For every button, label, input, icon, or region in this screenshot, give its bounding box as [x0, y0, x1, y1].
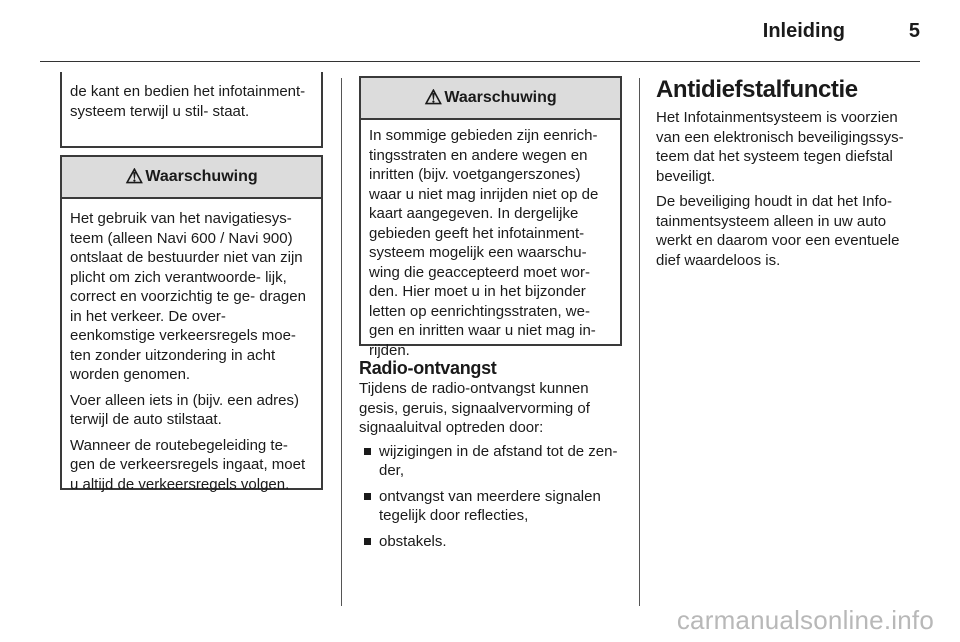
warning-box-one-way	[359, 76, 622, 359]
cause-list	[359, 442, 624, 552]
list-item: wijzigingen in de afstand tot de zen- der,	[359, 442, 624, 481]
chapter-title: Inleiding	[762, 20, 845, 42]
warning-box-navigation	[60, 155, 323, 493]
warning-body: In sommige gebieden zijn eenrich- tingsstraten en andere wegen en inritten (bijv. voetgangerszones) waar u niet mag inrijden niet op de kaart aangegeven. In dergelijke gebieden geeft het infotainment- systeem mogelijk een waarschu- wing die geaccepteerd moet wor- den. Hier moet u in het bijzonder letten op eenrichtingsstraten, we- gen en inritten waar u niet mag in- rijden.	[369, 127, 599, 359]
header-rule	[40, 61, 920, 62]
page-number: 5	[908, 20, 920, 42]
warning-triangle-icon: ⚠	[424, 87, 443, 109]
section-paragraph: Het Infotainmentsysteem is voorzien van een elektronisch beveiligingssys- teem dat het systeem tegen diefstal beveiligt.	[656, 109, 904, 185]
square-bullet-icon	[364, 538, 371, 545]
page-header	[0, 0, 960, 62]
warning-triangle-icon: ⚠	[125, 166, 144, 188]
warning-title: Waarschuwing	[145, 168, 258, 185]
watermark: carmanualsonline.info	[676, 605, 934, 635]
section-heading: Radio-ontvangst	[359, 358, 497, 378]
column-divider-2	[639, 78, 640, 606]
continued-note-box	[60, 72, 323, 148]
warning-body	[62, 199, 321, 506]
square-bullet-icon	[364, 448, 371, 455]
warning-paragraph: Voer alleen iets in (bijv. een adres) terwijl de auto stilstaat.	[70, 391, 300, 428]
warning-paragraph: Het gebruik van het navigatiesys- teem (alleen Navi 600 / Navi 900) ontslaat de bestuurder niet van zijn plicht om zich verantwoorde- lijk, correct en voorzichtig te ge- dragen in het verkeer. De over- eenkomstige verkeersregels moe- ten zonder uitzondering in acht worden genomen.	[70, 210, 306, 383]
radio-section	[359, 357, 624, 557]
continued-note-text: de kant en bedien het infotainment-systeem terwijl u stil- staat.	[70, 83, 306, 120]
warning-header	[62, 157, 321, 199]
column-divider-1	[341, 78, 342, 606]
warning-paragraph: Wanneer de routebegeleiding te- gen de verkeersregels ingaat, moet u altijd de verkeersregels volgen.	[70, 436, 306, 493]
warning-title: Waarschuwing	[444, 89, 557, 106]
section-intro: Tijdens de radio-ontvangst kunnen gesis, geruis, signaalvervorming of signaaluitval optreden door:	[359, 380, 590, 436]
square-bullet-icon	[364, 493, 371, 500]
list-item: ontvangst van meerdere signalen tegelijk door reflecties,	[359, 487, 624, 526]
section-heading: Antidiefstalfunctie	[656, 76, 858, 103]
warning-header	[361, 78, 620, 120]
list-item: obstakels.	[359, 532, 624, 552]
antitheft-section	[656, 76, 924, 276]
section-paragraph: De beveiliging houdt in dat het Info- tainmentsysteem alleen in uw auto werkt en daarom voor een eventuele dief waardeloos is.	[656, 193, 900, 269]
